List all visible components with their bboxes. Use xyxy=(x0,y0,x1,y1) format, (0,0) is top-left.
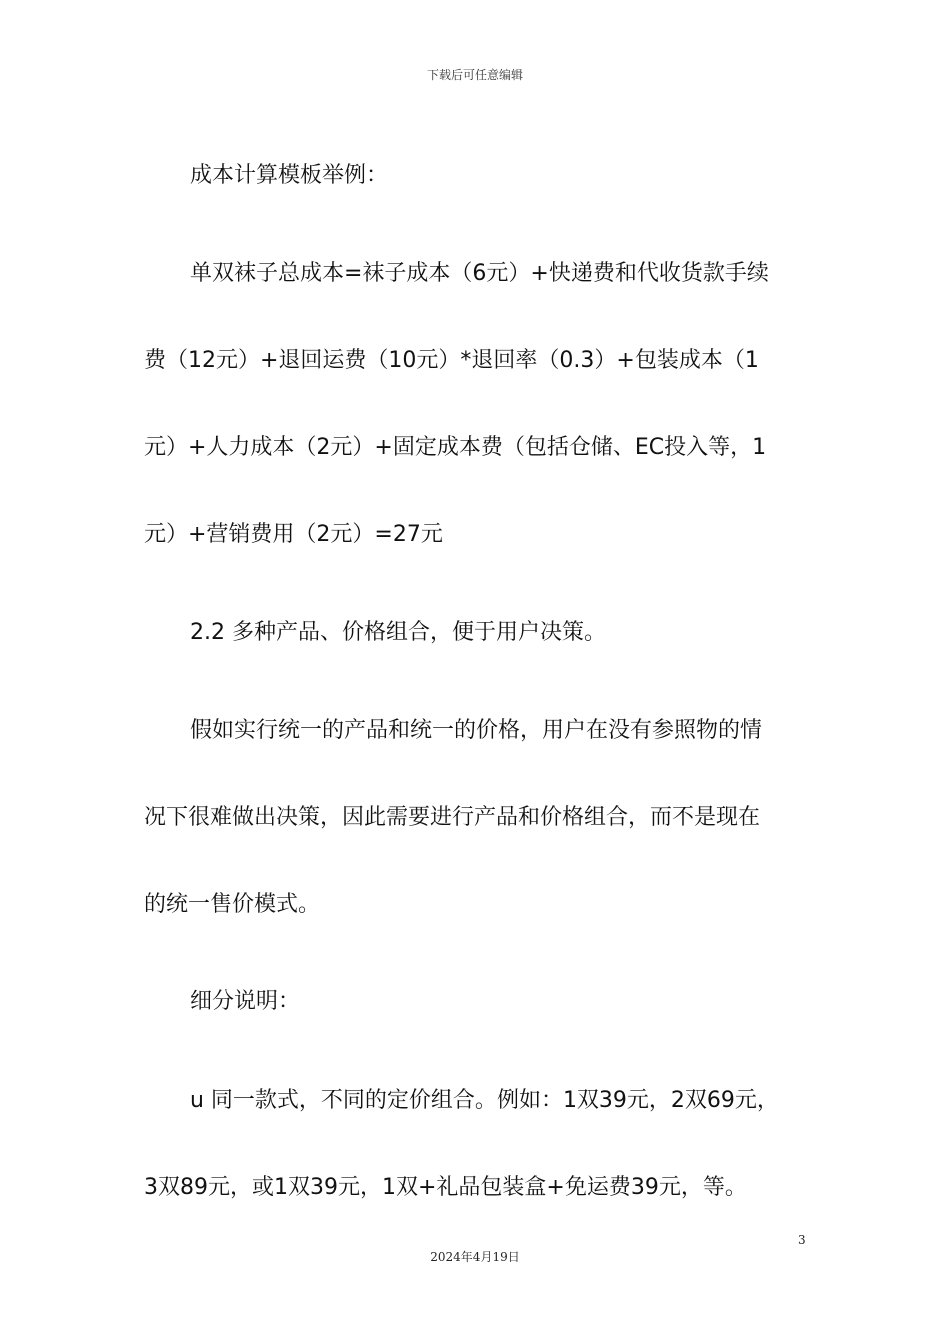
document-line-text: 3双89元，或1双39元，1双+礼品包装盒+免运费39元，等。 xyxy=(144,1175,747,1200)
document-line-text: 费（12元）+退回运费（10元）*退回率（0.3）+包装成本（1 xyxy=(144,348,759,373)
section-heading xyxy=(0,613,950,653)
document-line-text: 成本计算模板举例： xyxy=(190,163,389,188)
document-line xyxy=(0,341,950,381)
footer-date: 2024年4月19日 xyxy=(430,1250,520,1264)
header-note: 下载后可任意编辑 xyxy=(426,68,523,82)
page-number: 3 xyxy=(798,1233,806,1247)
document-line xyxy=(0,711,950,751)
document-line xyxy=(0,515,950,555)
section-heading-text: 2.2 多种产品、价格组合，便于用户决策。 xyxy=(190,620,606,645)
document-line xyxy=(0,1168,950,1208)
document-line xyxy=(0,982,950,1022)
document-line-text: 元）+人力成本（2元）+固定成本费（包括仓储、EC投入等，1 xyxy=(144,435,767,460)
document-line xyxy=(0,156,950,196)
document-line xyxy=(0,798,950,838)
document-line-text: 元）+营销费用（2元）=27元 xyxy=(144,522,443,547)
document-line-text: 单双袜子总成本=袜子成本（6元）+快递费和代收货款手续 xyxy=(190,261,769,286)
document-line xyxy=(0,428,950,468)
document-line xyxy=(0,1081,950,1121)
document-line-text: 假如实行统一的产品和统一的价格，用户在没有参照物的情 xyxy=(190,718,763,743)
document-line-text: 细分说明： xyxy=(190,989,301,1014)
document-line-text: u 同一款式，不同的定价组合。例如：1双39元，2双69元， xyxy=(190,1088,779,1113)
document-line xyxy=(0,254,950,294)
document-line xyxy=(0,885,950,925)
document-line-text: 的统一售价模式。 xyxy=(144,892,321,917)
document-line-text: 况下很难做出决策，因此需要进行产品和价格组合，而不是现在 xyxy=(144,805,761,830)
